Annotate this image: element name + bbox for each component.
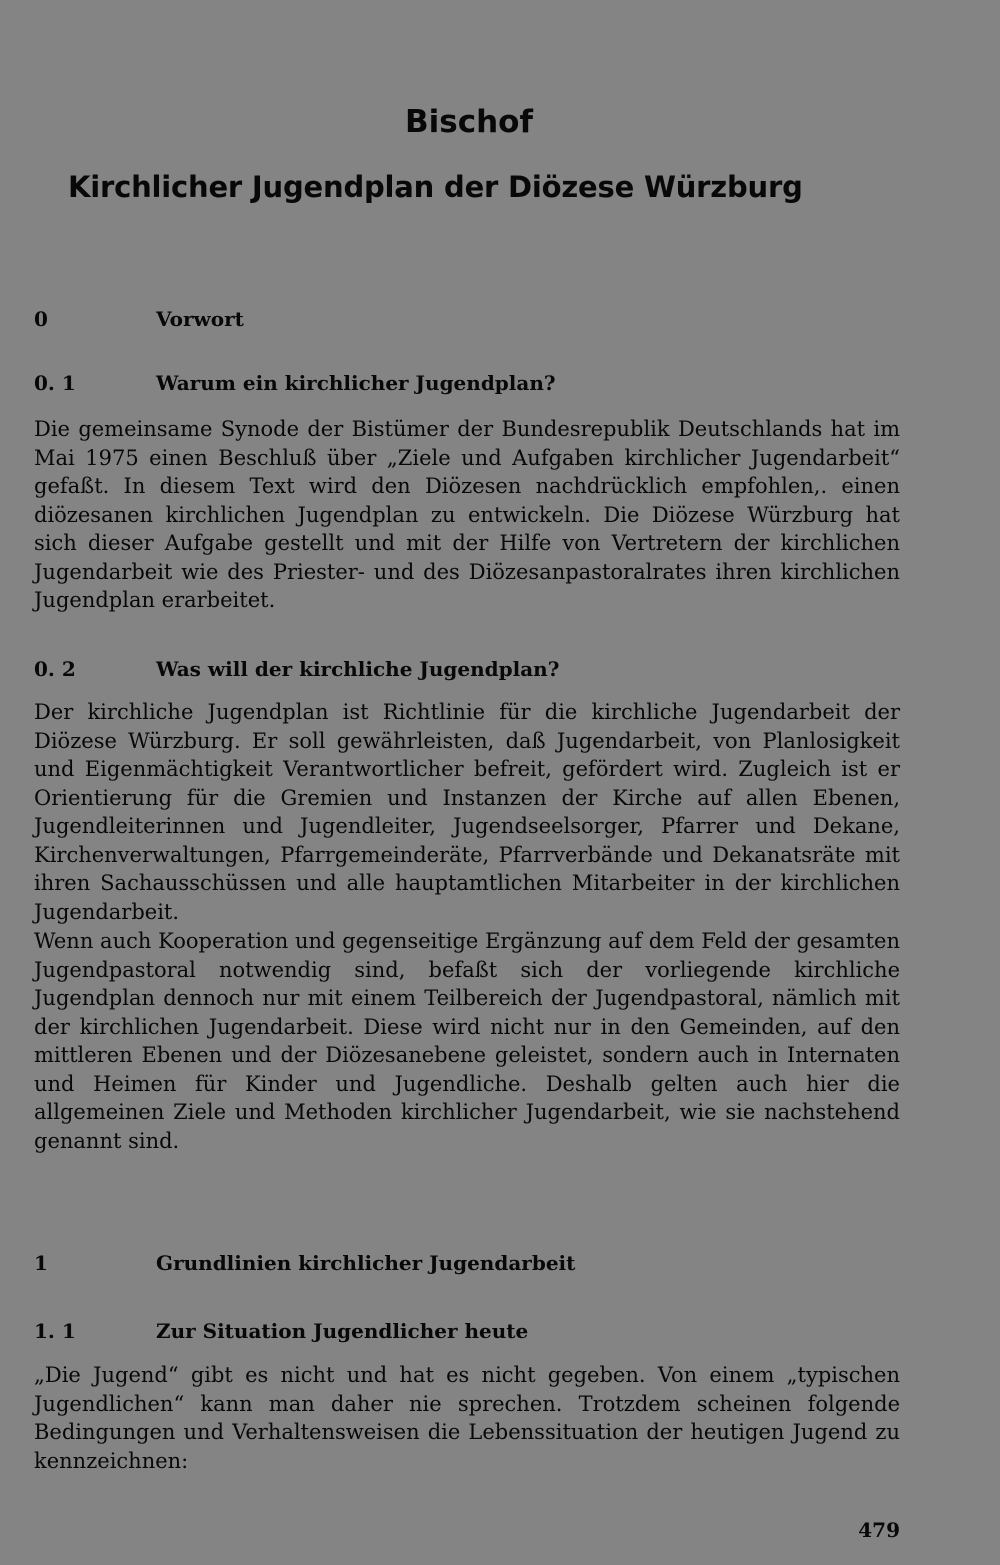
paragraph-0-1: [34, 415, 900, 615]
section-heading-0-1: [34, 371, 934, 395]
section-number: 0. 1: [34, 371, 76, 395]
section-title: Grundlinien kirchlicher Jugendarbeit: [156, 1251, 576, 1275]
body-paragraph: Wenn auch Kooperation und gegenseitige Ergänzung auf dem Feld der gesamten Jugendpastoral notwendig sind, befaßt sich der vorliegende kirchliche Jugendplan dennoch nur mit einem Teilbereich der Jugendpastoral, nämlich mit der kirchlichen Jugendarbeit. Diese wird nicht nur in den Gemeinden, auf den mittleren Ebenen und der Diözesanebene geleistet, sondern auch in Internaten und Heimen für Kinder und Jugendliche. Deshalb gelten auch hier die allgemeinen Ziele und Methoden kirchlicher Jugendarbeit, wie sie nachstehend genannt sind.: [34, 929, 900, 1153]
paragraph-0-2b: [34, 927, 900, 1155]
body-paragraph: Die gemeinsame Synode der Bistümer der Bundesrepublik Deutschlands hat im Mai 1975 einen Beschluß über „Ziele und Aufgaben kirchlicher Jugendarbeit“ gefaßt. In diesem Text wird den Diözesen nachdrücklich empfohlen,. einen diözesanen kirchlichen Jugendplan zu entwickeln. Die Diözese Würzburg hat sich dieser Aufgabe gestellt und mit der Hilfe von Vertretern der kirchlichen Jugendarbeit wie des Priester- und des Diözesanpastoralrates ihren kirchlichen Jugendplan erarbeitet.: [34, 417, 900, 612]
document-title: Kirchlicher Jugendplan der Diözese Würzburg: [68, 170, 803, 204]
section-number: 0: [34, 307, 48, 331]
body-paragraph: Der kirchliche Jugendplan ist Richtlinie für die kirchliche Jugendarbeit der Diözese Würzburg. Er soll gewährleisten, daß Jugendarbeit, von Planlosigkeit und Eigenmächtigkeit Verantwortlicher befreit, gefördert wird. Zugleich ist er Orientierung für die Gremien und Instanzen der Kirche auf allen Ebenen, Jugendleiterinnen und Jugendleiter, Jugendseelsorger, Pfarrer und Dekane, Kirchenverwaltungen, Pfarrgemeinderäte, Pfarrverbände und Dekanatsräte mit ihren Sachausschüssen und alle hauptamtlichen Mitarbeiter in der kirchlichen Jugendarbeit.: [34, 700, 900, 924]
paragraph-1-1: [34, 1361, 900, 1475]
section-number: 0. 2: [34, 657, 76, 681]
page-number: 479: [858, 1518, 900, 1542]
paragraph-0-2a: [34, 698, 900, 926]
section-title: Zur Situation Jugendlicher heute: [156, 1319, 529, 1343]
section-number: 1. 1: [34, 1319, 76, 1343]
section-number: 1: [34, 1251, 48, 1275]
section-heading-0: [34, 307, 934, 331]
section-heading-1: [34, 1251, 934, 1275]
section-heading-0-2: [34, 657, 934, 681]
body-paragraph: „Die Jugend“ gibt es nicht und hat es nicht gegeben. Von einem „typischen Jugendlichen“ kann man daher nie sprechen. Trotzdem scheinen folgende Bedingungen und Verhaltensweisen die Lebenssituation der heutigen Jugend zu kennzeichnen:: [34, 1363, 900, 1473]
section-heading-1-1: [34, 1319, 934, 1343]
section-title: Vorwort: [156, 307, 244, 331]
section-title: Warum ein kirchlicher Jugendplan?: [156, 371, 556, 395]
section-title: Was will der kirchliche Jugendplan?: [156, 657, 560, 681]
author-name: Bischof: [405, 104, 533, 140]
